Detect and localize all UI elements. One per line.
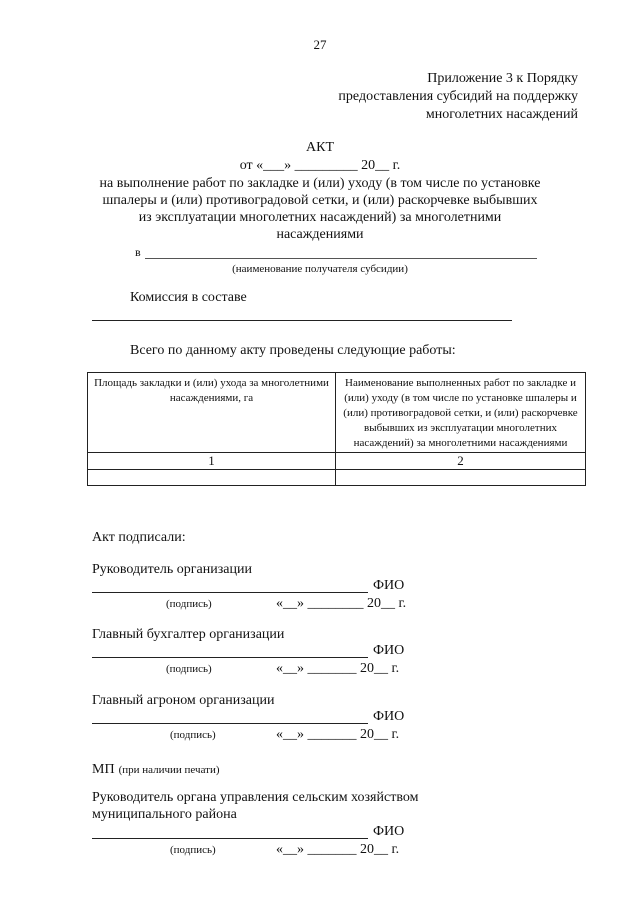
appendix-line-2: предоставления субсидий на поддержку	[338, 89, 578, 104]
signatory-1-line	[92, 592, 368, 593]
signatory-2-fio: ФИО	[373, 643, 405, 658]
table-cell-empty	[336, 470, 586, 486]
column-number-2: 2	[336, 453, 586, 470]
final-signatory-caption: (подпись)	[170, 844, 216, 856]
commission-label: Комиссия в составе	[130, 290, 247, 305]
signatory-2-role: Главный бухгалтер организации	[92, 627, 285, 642]
table-header-row	[88, 373, 586, 453]
signatory-3-fio: ФИО	[373, 709, 405, 724]
header-area: Площадь закладки и (или) ухода за многолетними насаждениями, га	[88, 373, 336, 453]
recipient-prefix: в	[135, 245, 141, 259]
table-number-row	[88, 453, 586, 470]
header-works: Наименование выполненных работ по закладке и (или) уходу (в том числе по установке шпалеры и (или) противоградовой сетки, и (или) раскорчевке выбывших из эксплуатации многолетних насаждений) за многолетними насаждениями	[336, 373, 586, 453]
recipient-blank-line	[145, 258, 537, 259]
signatory-2-date: «__» _______ 20__ г.	[276, 661, 400, 676]
subject-line-2: шпалеры и (или) противоградовой сетки, и (или) раскорчевке выбывших	[102, 193, 538, 208]
final-signatory-role-2: муниципального района	[92, 807, 237, 822]
column-number-1: 1	[88, 453, 336, 470]
works-intro: Всего по данному акту проведены следующие работы:	[130, 343, 456, 358]
stamp-note	[92, 760, 220, 778]
date-line: от «___» _________ 20__ г.	[239, 158, 401, 173]
appendix-line-3: многолетних насаждений	[425, 107, 578, 122]
signatory-2-caption: (подпись)	[166, 663, 212, 675]
signatory-3-role: Главный агроном организации	[92, 693, 275, 708]
stamp-condition: (при наличии печати)	[118, 764, 220, 776]
final-signatory-date: «__» _______ 20__ г.	[276, 842, 400, 857]
signatory-3-line	[92, 723, 368, 724]
signed-label: Акт подписали:	[92, 530, 186, 545]
subject-line-3: из эксплуатации многолетних насаждений) за многолетними	[138, 210, 502, 225]
signatory-1-caption: (подпись)	[166, 598, 212, 610]
signatory-1-date: «__» ________ 20__ г.	[276, 596, 407, 611]
commission-blank-line	[92, 320, 512, 321]
recipient-caption: (наименование получателя субсидии)	[232, 263, 408, 275]
final-signatory-fio: ФИО	[373, 824, 405, 839]
stamp-mp: МП	[92, 762, 115, 777]
subject-line-1: на выполнение работ по закладке и (или) уходу (в том числе по установке	[99, 176, 541, 191]
page-number: 27	[313, 37, 327, 52]
signatory-1-role: Руководитель организации	[92, 562, 252, 577]
works-table	[87, 372, 586, 486]
signatory-2-line	[92, 657, 368, 658]
table-cell-empty	[88, 470, 336, 486]
signatory-3-caption: (подпись)	[170, 729, 216, 741]
appendix-line-1: Приложение 3 к Порядку	[427, 71, 578, 86]
document-title: АКТ	[306, 140, 334, 155]
final-signatory-role-1: Руководитель органа управления сельским хозяйством	[92, 790, 419, 805]
table-row	[88, 470, 586, 486]
subject-line-4: насаждениями	[276, 227, 364, 242]
final-signatory-line	[92, 838, 368, 839]
signatory-3-date: «__» _______ 20__ г.	[276, 727, 400, 742]
signatory-1-fio: ФИО	[373, 578, 405, 593]
